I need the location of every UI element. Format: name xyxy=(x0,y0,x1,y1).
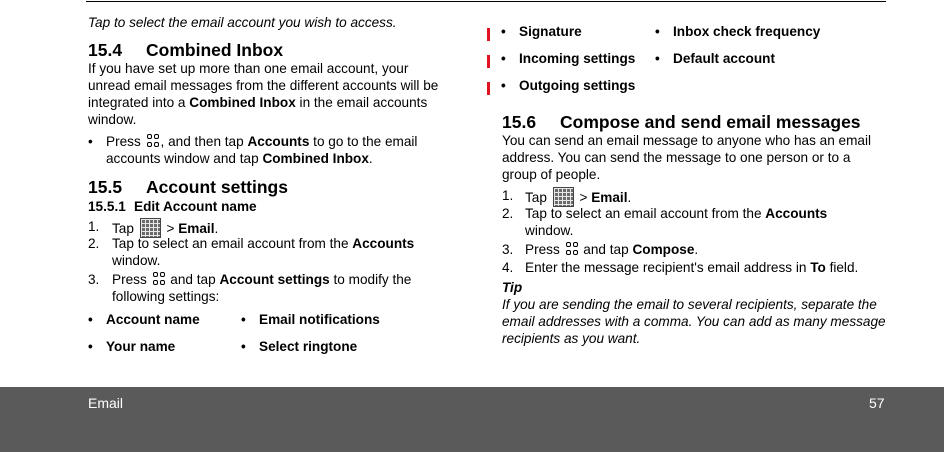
text: and tap xyxy=(579,242,633,257)
step-number: 1. xyxy=(88,219,100,234)
text: Tap xyxy=(525,190,551,205)
setting-label: Account name xyxy=(106,312,200,327)
compose-paragraph: You can send an email message to anyone who has an email address. You can send the message to one person or to a group of people. xyxy=(502,133,872,182)
section-title: Compose and send email messages xyxy=(560,112,861,132)
text: Tap to select an email account from the xyxy=(525,206,766,221)
bold-text: Combined Inbox xyxy=(262,151,369,166)
page-footer xyxy=(0,387,944,452)
text: window. xyxy=(525,223,574,238)
text: Tap xyxy=(112,221,138,236)
step-text xyxy=(525,241,886,258)
step-item xyxy=(502,187,886,207)
section-number: 15.6 xyxy=(502,112,537,132)
text: Tap to select an email account from the xyxy=(112,236,353,251)
setting-item: • Account name xyxy=(88,312,200,327)
step-number: 2. xyxy=(502,206,514,221)
setting-item: • Default account xyxy=(655,51,775,66)
bold-text: Email xyxy=(178,221,215,236)
header-rule xyxy=(86,1,886,2)
step-number: 4. xyxy=(502,260,514,275)
step-item xyxy=(88,271,450,305)
intro-text: Tap to select the email account you wish to access. xyxy=(88,15,397,30)
setting-label: Incoming settings xyxy=(519,51,636,66)
text: and tap xyxy=(166,272,220,287)
step-item xyxy=(502,205,886,239)
bold-text: Account settings xyxy=(219,272,330,287)
text: > xyxy=(162,221,179,236)
section-title: Edit Account name xyxy=(134,199,257,214)
step-number: 3. xyxy=(502,242,514,257)
text: to modify the following settings: xyxy=(112,272,412,304)
step-text xyxy=(525,259,892,276)
menu-icon xyxy=(152,271,166,287)
change-bar xyxy=(487,82,490,95)
setting-label: Select ringtone xyxy=(259,339,358,354)
section-number: 15.4 xyxy=(88,40,123,60)
text: Press xyxy=(525,242,564,257)
menu-icon xyxy=(565,241,579,257)
text: Enter the message recipient's email address in xyxy=(525,260,811,275)
page-number: 57 xyxy=(869,395,885,411)
text: . xyxy=(214,221,219,236)
setting-item: • Email notifications xyxy=(241,312,380,327)
setting-item: • Outgoing settings xyxy=(501,78,636,93)
setting-label: Outgoing settings xyxy=(519,78,636,93)
text: , and then tap xyxy=(160,134,248,149)
text: Press xyxy=(112,272,151,287)
setting-label: Your name xyxy=(106,339,176,354)
bold-text: Email xyxy=(591,190,628,205)
setting-label: Default account xyxy=(673,51,775,66)
step-text xyxy=(525,205,865,239)
footer-chapter: Email xyxy=(88,395,124,411)
bold-text: Accounts xyxy=(765,206,828,221)
text: > xyxy=(575,190,592,205)
bullet-dot: • xyxy=(88,134,93,149)
heading-15-5-1 xyxy=(88,199,257,214)
setting-label: Inbox check frequency xyxy=(673,24,821,39)
heading-15-4 xyxy=(88,40,283,61)
app-grid-icon xyxy=(553,187,574,207)
text: window. xyxy=(112,253,161,268)
bullet-item xyxy=(88,133,450,167)
text: field. xyxy=(825,260,859,275)
heading-15-5 xyxy=(88,177,288,198)
menu-icon xyxy=(146,133,160,149)
change-bar xyxy=(487,28,490,41)
para-text: in the email accounts window. xyxy=(88,95,428,127)
text: . xyxy=(368,151,373,166)
setting-label: Signature xyxy=(519,24,582,39)
combined-inbox-paragraph xyxy=(88,60,450,128)
step-text xyxy=(525,187,886,207)
step-text xyxy=(112,235,450,269)
section-number: 15.5 xyxy=(88,177,123,197)
tip-text: If you are sending the email to several recipients, separate the email addresses with a comma. You can add as many message recipients as you want. xyxy=(502,297,886,346)
text: . xyxy=(627,190,632,205)
setting-item: • Your name xyxy=(88,339,176,354)
heading-15-6 xyxy=(502,112,861,133)
setting-item: • Inbox check frequency xyxy=(655,24,821,39)
step-number: 1. xyxy=(502,188,514,203)
setting-item: • Signature xyxy=(501,24,582,39)
change-bar xyxy=(487,55,490,68)
bold-text: Accounts xyxy=(247,134,310,149)
setting-item: • Incoming settings xyxy=(501,51,636,66)
step-text xyxy=(112,271,450,305)
bullet-text xyxy=(106,133,450,167)
setting-item: • Select ringtone xyxy=(241,339,358,354)
text: to go to the email accounts window and tap xyxy=(106,134,418,166)
bold-text: To xyxy=(810,260,826,275)
step-number: 2. xyxy=(88,236,100,251)
step-item xyxy=(502,241,886,258)
tip-label: Tip xyxy=(502,280,523,295)
section-number: 15.5.1 xyxy=(88,199,126,214)
text: Press xyxy=(106,134,145,149)
setting-label: Email notifications xyxy=(259,312,380,327)
bold-text: Accounts xyxy=(352,236,415,251)
step-item xyxy=(502,259,892,276)
para-bold: Combined Inbox xyxy=(189,95,296,110)
bold-text: Compose xyxy=(632,242,695,257)
para-text: If you have set up more than one email account, your unread email messages from the different accounts will be integrated into a xyxy=(88,61,439,110)
section-title: Account settings xyxy=(146,177,288,197)
step-number: 3. xyxy=(88,272,100,287)
section-title: Combined Inbox xyxy=(146,40,284,60)
step-item xyxy=(88,235,450,269)
text: . xyxy=(694,242,699,257)
